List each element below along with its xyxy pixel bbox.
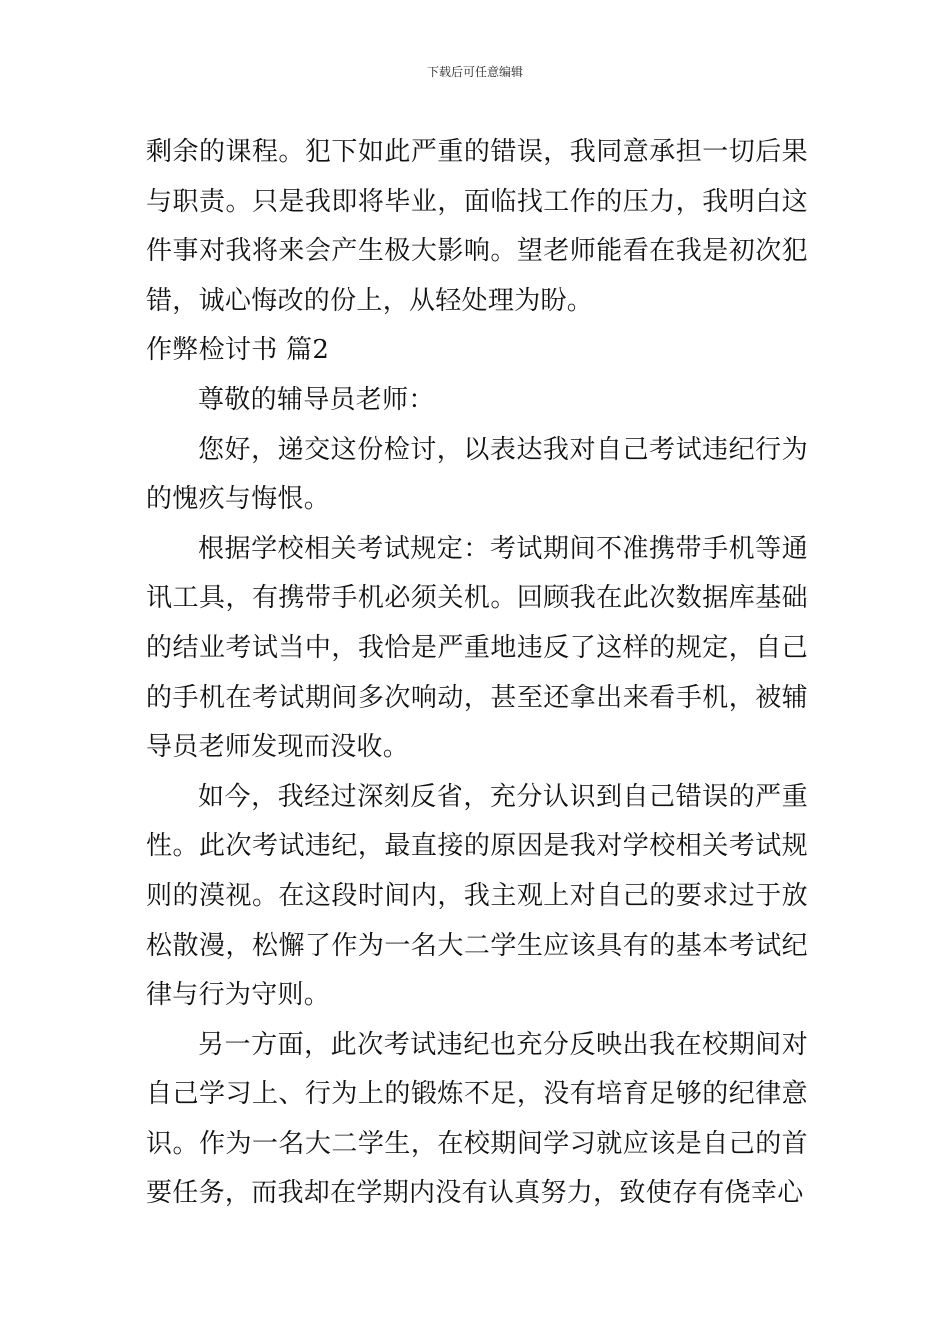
page-header-note: 下载后可任意编辑 xyxy=(426,65,523,79)
paragraph-4: 另一方面，此次考试违纪也充分反映出我在校期间对自己学习上、行为上的锻炼不足，没有培育足够的纪律意识。作为一名大二学生，在校期间学习就应该是自己的首要任务，而我却在学期内没有认真努力，致使存有侥幸心 xyxy=(146,1029,808,1209)
continuation-paragraph: 剩余的课程。犯下如此严重的错误，我同意承担一切后果与职责。只是我即将毕业，面临找工作的压力，我明白这件事对我将来会产生极大影响。望老师能看在我是初次犯错，诚心悔改的份上，从轻处理为盼。 xyxy=(146,137,808,316)
document-body xyxy=(146,128,808,1219)
paragraph-2: 根据学校相关考试规定：考试期间不准携带手机等通讯工具，有携带手机必须关机。回顾我在此次数据库基础的结业考试当中，我恰是严重地违反了这样的规定，自己的手机在考试期间多次响动，甚至还拿出来看手机，被辅导员老师发现而没收。 xyxy=(146,533,808,763)
section-title: 作弊检讨书 篇2 xyxy=(146,335,330,366)
salutation: 尊敬的辅导员老师： xyxy=(198,384,435,415)
paragraph-1: 您好，递交这份检讨，以表达我对自己考试违纪行为的愧疚与悔恨。 xyxy=(146,434,808,515)
paragraph-3: 如今，我经过深刻反省，充分认识到自己错误的严重性。此次考试违纪，最直接的原因是我对学校相关考试规则的漠视。在这段时间内，我主观上对自己的要求过于放松散漫，松懈了作为一名大二学生应该具有的基本考试纪律与行为守则。 xyxy=(146,781,808,1011)
